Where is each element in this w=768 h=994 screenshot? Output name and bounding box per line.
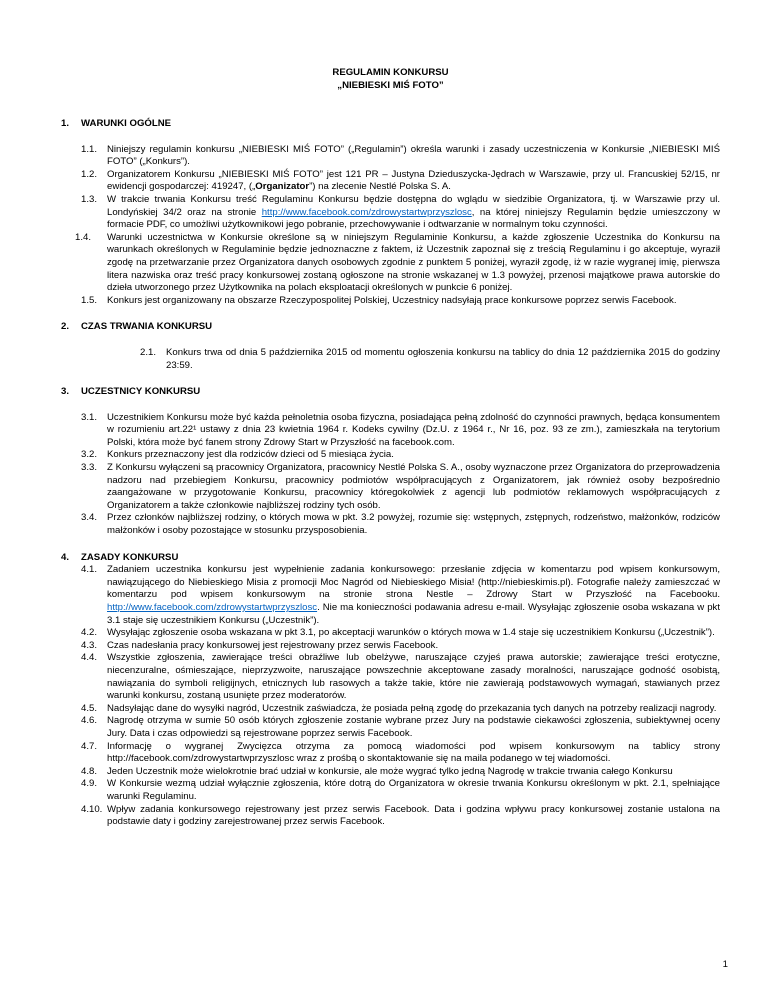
section-items xyxy=(75,143,720,308)
section-2 xyxy=(61,321,720,372)
clause-3-4: 3.4. Przez członków najbliższej rodziny, o których mowa w pkt. 3.2 powyżej, rozumie się: wstępnych, zstępnych, rodzeństwo, małżonków, rodziców małżonków i osoby pozostające w stosunku przysposobienia. xyxy=(81,512,720,537)
section-1 xyxy=(61,118,720,307)
section-3 xyxy=(61,386,720,538)
title-line-1: REGULAMIN KONKURSU xyxy=(332,67,449,78)
clause-4-1: 4.1. Zadaniem uczestnika konkursu jest wypełnienie zadania konkursowego: przesłanie zdjęcia w komentarzu pod wpisem konkursowym, nawiązującego do Niebieskiego Misia z promocji Moc Nagród od Niebieskiego Misia! (http://niebieskimis.pl). Fotografie należy zamieszczać w komentarzu pod wpisem konkursowym na stronie strona Nestle – Zdrowy Start w Przyszłość na Facebooku. http://www.facebook.com/zdrowystartwprzyszlosc. Nie ma konieczności podawania adresu e-mail. Wysyłając zgłoszenie osoba wskazana w pkt 3.1 staje się uczestnikiem Konkursu („Uczestnik”). xyxy=(81,564,720,626)
clause-1-2: 1.2. Organizatorem Konkursu „NIEBIESKI MIŚ FOTO” jest 121 PR – Justyna Dzieduszycka-Jędrach w Warszawie, przy ul. Francuskiej 52/15, nr ewidencji gospodarczej: 419247, („Organizator”) na zlecenie Nestlé Polska S. A. xyxy=(81,168,720,193)
clause-4-6: 4.6. Nagrodę otrzyma w sumie 50 osób których zgłoszenie zostanie wybrane przez Jury na podstawie ciekawości zgłoszenia, subiektywnej oceny Jury. Data i czas odpowiedzi są rejestrowane poprzez serwis Facebook. xyxy=(81,715,720,739)
clause-4-5: 4.5. Nadsyłając dane do wysyłki nagród, Uczestnik zaświadcza, że posiada pełną zgodę do przekazania tych danych na potrzeby realizacji nagrody. xyxy=(81,702,717,714)
clause-3-3: 3.3. Z Konkursu wyłączeni są pracownicy Organizatora, pracownicy Nestlé Polska S. A., osoby wyznaczone przez Organizatora do przeprowadzenia nadzoru nad przebiegiem Konkursu, pracownicy podmiotów współpracujących z Organizatorem, jak również osoby bezpośrednio zaangażowane w przygotowanie Konkursu, pracownicy któregokolwiek z agencji lub podmiotów reklamowych współpracujących z Organizatorem a także członkowie najbliższej rodziny tych osób. xyxy=(81,462,720,511)
section-items xyxy=(140,347,720,372)
clause-1-4: 1.4. Warunki uczestnictwa w Konkursie określone są w niniejszym Regulaminie Konkursu, a każde zgłoszenie Uczestnika do Konkursu na warunkach określonych w Regulaminie będzie jednoznaczne z faktem, iż Uczestnik zapoznał się z treścią Regulaminu i go akceptuje, wyraził zgodę na przetwarzanie przez Organizatora danych osobowych zgodnie z punktem 5 poniżej, wyraził zgodę, iż w razie wygranej imię, pierwsza litera nazwiska oraz treść pracy konkursowej zostaną ogłoszone na stronie wskazanej w 1.3 powyżej, przenosi majątkowe prawa autorskie do dzieła utworzonego przez Użytkownika na polach eksploatacji określonych w punkcie 6 poniżej. xyxy=(75,231,720,294)
clause-2-1: 2.1. Konkurs trwa od dnia 5 października 2015 od momentu ogłoszenia konkursu na tablicy do dnia 12 października 2015 do godziny 23:59. xyxy=(140,346,720,371)
clause-1-5: 1.5. Konkurs jest organizowany na obszarze Rzeczypospolitej Polskiej, Uczestnicy nadsyłają prace konkursowe poprzez serwis Facebook. xyxy=(81,294,677,306)
clause-4-4: 4.4. Wszystkie zgłoszenia, zawierające treści obraźliwe lub obelżywe, naruszające czyjeś prawa autorskie; zawierające treści erotyczne, niecenzuralne, ośmieszające, nieprzyzwoite, naruszające powszechnie akceptowane zasady moralności, naruszające godność osobistą, nawiązania do symboli religijnych, etnicznych lub rasowych a także takie, które nie zawierają podstawowych wymagań, stawianych przez warunki konkursu, zostaną usunięte przez moderatorów. xyxy=(81,652,720,702)
clause-3-1: 3.1. Uczestnikiem Konkursu może być każda pełnoletnia osoba fizyczna, posiadająca pełną zdolność do czynności prawnych, będąca konsumentem w rozumieniu art.22¹ ustawy z dnia 23 kwietnia 1964 r. Kodeks cywilny (Dz.U. z 1964 r., Nr 16, poz. 93 ze zm.), zamieszkała na terytorium Polski, która może być fanem strony Zdrowy Start w Przyszłość na facebook.com. xyxy=(81,411,720,448)
clause-4-10: 4.10. Wpływ zadania konkursowego rejestrowany jest przez serwis Facebook. Data i godzina wpływu pracy konkursowej zostanie ustalona na podstawie daty i godziny zarejestrowanej przez serwis Facebook. xyxy=(81,803,720,828)
facebook-link[interactable]: http://www.facebook.com/zdrowystartwprzyszlosc xyxy=(107,602,318,613)
clause-1-3: 1.3. W trakcie trwania Konkursu treść Regulaminu Konkursu będzie dostępna do wglądu w siedzibie Organizatora, tj. w Warszawie przy ul. Londyńskiej 34/2 oraz na stronie http://www.facebook.com/zdrowystartwprzyszlosc, na której niniejszy Regulamin będzie umieszczony w formacie PDF, co umożliwi użytkownikowi jego pobranie, przechowywanie i odtwarzanie w normalnym toku czynności. xyxy=(81,193,720,231)
section-items xyxy=(81,412,720,538)
section-heading: 1. WARUNKI OGÓLNE xyxy=(61,118,172,129)
clause-3-2: 3.2. Konkurs przeznaczony jest dla rodziców dzieci od 5 miesiąca życia. xyxy=(81,449,394,461)
section-heading: 4. ZASADY KONKURSU xyxy=(61,551,179,563)
document-title xyxy=(61,66,720,92)
section-heading: 3. UCZESTNICY KONKURSU xyxy=(61,386,201,398)
title-line-2: „NIEBIESKI MIŚ FOTO” xyxy=(337,80,444,91)
clause-4-3: 4.3. Czas nadesłania pracy konkursowej jest rejestrowany przez serwis Facebook. xyxy=(81,639,439,651)
clause-4-7: 4.7. Informację o wygranej Zwycięzca otrzyma za pomocą wiadomości pod wpisem konkursowym na tablicy strony http://facebook.com/zdrowystartwprzyszlosc wraz z prośbą o skontaktowanie się na maila podanego w tej wiadomości. xyxy=(81,740,720,765)
clause-1-1: 1.1. Niniejszy regulamin konkursu „NIEBIESKI MIŚ FOTO” („Regulamin”) określa warunki i zasady uczestniczenia w Konkursie „NIEBIESKI MIŚ FOTO” („Konkurs”). xyxy=(81,143,720,168)
page-number: 1 xyxy=(722,959,728,970)
facebook-link[interactable]: http://www.facebook.com/zdrowystartwprzyszlosc xyxy=(261,206,472,218)
clause-4-9: 4.9. W Konkursie wezmą udział wyłącznie zgłoszenia, które dotrą do Organizatora w okresie trwania Konkursu określonym w pkt. 2.1, spełniające warunki Regulaminu. xyxy=(81,778,720,802)
section-4 xyxy=(61,552,720,829)
section-items xyxy=(81,564,720,828)
organizer-term: Organizator xyxy=(255,181,310,193)
clause-4-8: 4.8. Jeden Uczestnik może wielokrotnie brać udział w konkursie, ale może wygrać tylko jedną Nagrodę w trakcie trwania całego Konkursu xyxy=(81,765,673,777)
clause-4-2: 4.2. Wysyłając zgłoszenie osoba wskazana w pkt 3.1, po akceptacji warunków o których mowa w 1.4 staje się uczestnikiem Konkursu („Uczestnik”). xyxy=(81,627,715,639)
section-heading: 2. CZAS TRWANIA KONKURSU xyxy=(61,321,213,333)
